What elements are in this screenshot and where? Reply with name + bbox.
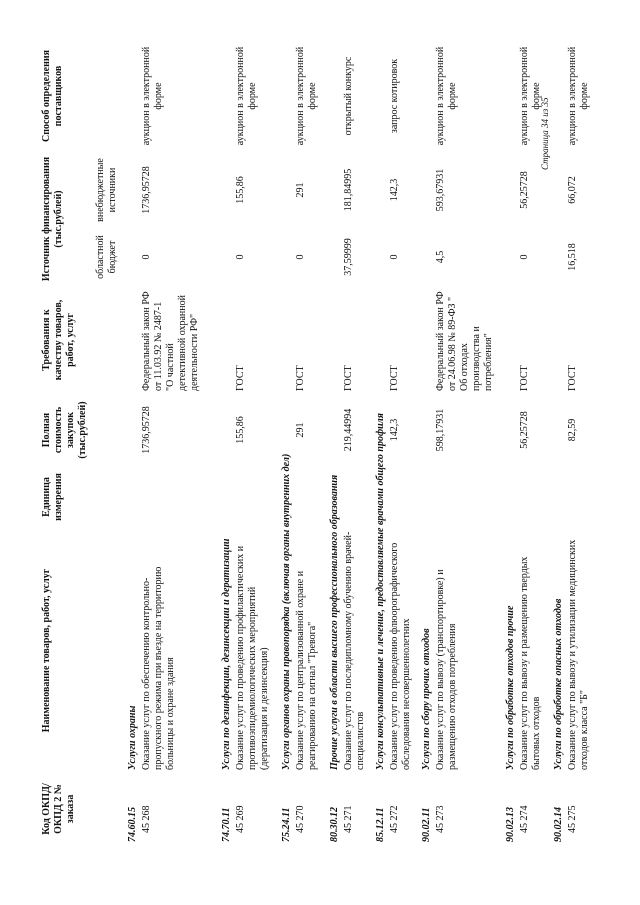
funding-regional: 0 bbox=[141, 254, 152, 260]
header-method: Способ определения поставщиков bbox=[41, 49, 64, 143]
group-code: 80.30.12 bbox=[329, 807, 340, 842]
total-cost: 598,17931 bbox=[435, 408, 446, 452]
header-name: Наименование товаров, работ, услуг bbox=[41, 568, 52, 733]
quality-requirements: ГОСТ bbox=[235, 365, 246, 391]
funding-regional: 16,518 bbox=[567, 243, 578, 271]
funding-regional: 0 bbox=[519, 254, 530, 260]
unit-cell bbox=[342, 466, 368, 528]
service-description: Оказание услуг по вывозу и утилизации медицинских отходов класса "Б" bbox=[567, 539, 590, 770]
group-title: Прочие услуги в области высшего профессионального образования bbox=[329, 474, 340, 770]
group-code: 75.24.11 bbox=[281, 807, 292, 842]
order-number: 45 269 bbox=[235, 805, 246, 833]
procurement-method: открытый конкурс bbox=[343, 56, 354, 136]
order-number: 45 275 bbox=[567, 805, 578, 833]
group-code: 74.60.15 bbox=[127, 807, 138, 842]
row-spacer-cell bbox=[320, 40, 328, 845]
unit-cell bbox=[294, 466, 320, 528]
procurement-method: аукцион в электронной форме bbox=[235, 46, 258, 146]
quality-requirements: ГОСТ bbox=[343, 365, 354, 391]
service-description: Оказание услуг по обеспечению контрольно-пропускного режима при въезде на территорию больницы и охране здания bbox=[141, 566, 176, 770]
table-row bbox=[342, 40, 368, 845]
service-description: Оказание услуг по вывозу (транспортировке) и размещению отходов потребления bbox=[435, 569, 458, 770]
procurement-method: аукцион в электронной форме bbox=[295, 46, 318, 146]
header-total: Полная стоимость закупок (тыс.рублей) bbox=[41, 401, 88, 459]
funding-regional: 0 bbox=[235, 254, 246, 260]
group-title-row bbox=[126, 40, 140, 845]
order-number: 45 271 bbox=[343, 805, 354, 833]
table-row bbox=[566, 40, 592, 845]
order-number: 45 273 bbox=[435, 805, 446, 833]
header-funding: Источник финансирования (тыс.рублей) bbox=[41, 156, 64, 282]
header-code: Код ОКПД/ ОКПД 2 № заказа bbox=[41, 783, 76, 835]
group-title: Услуги по сбору прочих отходов bbox=[421, 628, 432, 770]
total-cost: 219,44994 bbox=[343, 408, 354, 452]
procurement-method: аукцион в электронной форме bbox=[567, 46, 590, 146]
total-cost: 291 bbox=[295, 422, 306, 438]
header-unit: Единица измерения bbox=[41, 473, 64, 521]
procurement-table bbox=[40, 40, 592, 845]
procurement-method: аукцион в электронной форме bbox=[519, 46, 542, 146]
group-title-row bbox=[420, 40, 434, 845]
row-spacer-cell bbox=[202, 40, 220, 845]
table-row bbox=[434, 40, 496, 845]
funding-regional: 37,59999 bbox=[343, 238, 354, 276]
row-spacer-cell bbox=[272, 40, 280, 845]
group-title-row bbox=[552, 40, 566, 845]
total-cost: 82,59 bbox=[567, 418, 578, 442]
group-code: 90.02.11 bbox=[421, 807, 432, 842]
unit-cell bbox=[388, 466, 414, 528]
group-title: Услуги охраны bbox=[127, 705, 138, 770]
header-funding-regional: областной бюджет bbox=[95, 235, 118, 279]
row-spacer-cell bbox=[496, 40, 504, 845]
unit-cell bbox=[434, 466, 496, 528]
order-number: 45 270 bbox=[295, 805, 306, 833]
quality-requirements: ГОСТ bbox=[389, 365, 400, 391]
order-number: 45 274 bbox=[519, 805, 530, 833]
order-number: 45 268 bbox=[141, 805, 152, 833]
funding-offbudget: 142,3 bbox=[389, 178, 400, 202]
funding-regional: 0 bbox=[295, 254, 306, 260]
service-description: Оказание услуг по проведению профилактических и противоэпидемиологических мероприятий (дератизация и дезинсекция) bbox=[235, 545, 270, 770]
unit-cell bbox=[518, 466, 544, 528]
group-title-row bbox=[504, 40, 518, 845]
row-spacer bbox=[202, 40, 220, 845]
total-cost: 56,25728 bbox=[519, 411, 530, 449]
group-title: Услуги по обработке опасных отходов bbox=[553, 598, 564, 770]
group-title-row bbox=[374, 40, 388, 845]
table-row bbox=[294, 40, 320, 845]
quality-requirements: ГОСТ bbox=[295, 365, 306, 391]
group-title-row bbox=[280, 40, 294, 845]
unit-cell bbox=[566, 466, 592, 528]
group-title-row bbox=[328, 40, 342, 845]
table-body bbox=[124, 40, 592, 845]
group-code: 90.02.13 bbox=[505, 807, 516, 842]
service-description: Оказание услуг по проведению флюорографического обследования несовершеннолетних bbox=[389, 542, 412, 770]
funding-offbudget: 1736,95728 bbox=[141, 166, 152, 214]
funding-offbudget: 66,072 bbox=[567, 176, 578, 204]
row-spacer bbox=[272, 40, 280, 845]
funding-regional: 0 bbox=[389, 254, 400, 260]
service-description: Оказание услуг по последипломному обучению врачей-специалистов bbox=[343, 531, 366, 770]
table-row bbox=[388, 40, 414, 845]
group-title: Услуги консультативные и лечение, предоставляемые врачами общего профиля bbox=[375, 413, 386, 770]
row-spacer bbox=[320, 40, 328, 845]
group-code: 74.70.11 bbox=[221, 807, 232, 842]
header-funding-offbudget: внебюджетные источники bbox=[95, 158, 118, 222]
procurement-method: аукцион в электронной форме bbox=[435, 46, 458, 146]
procurement-method: аукцион в электронной форме bbox=[141, 46, 164, 146]
procurement-method: запрос котировок bbox=[389, 58, 400, 134]
group-title: Услуги органов охраны правопорядка (включая органы внутренних дел) bbox=[281, 453, 292, 770]
funding-regional: 4,5 bbox=[435, 250, 446, 264]
unit-cell bbox=[140, 466, 202, 528]
table-header bbox=[40, 40, 124, 845]
funding-offbudget: 291 bbox=[295, 182, 306, 198]
page-number: Страница 34 из 35 bbox=[540, 97, 550, 170]
table-row bbox=[140, 40, 202, 845]
total-cost: 142,3 bbox=[389, 418, 400, 442]
unit-cell bbox=[234, 466, 272, 528]
group-title: Услуги по дезинфекции, дезинсекции и дератизации bbox=[221, 538, 232, 770]
service-description: Оказание услуг по централизованной охране и реагированию на сигнал "Тревога" bbox=[295, 570, 318, 770]
quality-requirements: ГОСТ bbox=[519, 365, 530, 391]
quality-requirements: Федеральный закон РФ от 24.06.98 № 89-ФЗ " Об отходах производства и потребления" bbox=[435, 291, 494, 391]
funding-offbudget: 593,67931 bbox=[435, 168, 446, 212]
service-description: Оказание услуг по вывозу и размещению твердых бытовых отходов bbox=[519, 556, 542, 770]
quality-requirements: Федеральный закон РФ от 11.03.92 № 2487-1 "О частной детективной охранной деятельности РФ" bbox=[141, 291, 200, 391]
quality-requirements: ГОСТ bbox=[567, 365, 578, 391]
total-cost: 1736,95728 bbox=[141, 406, 152, 454]
funding-offbudget: 56,25728 bbox=[519, 171, 530, 209]
group-title: Услуги по обработке отходов прочие bbox=[505, 605, 516, 770]
total-cost: 155,86 bbox=[235, 416, 246, 444]
table-row bbox=[234, 40, 272, 845]
header-requirements: Требования к качеству товаров, работ, услуг bbox=[41, 299, 76, 381]
order-number: 45 272 bbox=[389, 805, 400, 833]
funding-offbudget: 181,84995 bbox=[343, 168, 354, 212]
group-code: 85.12.11 bbox=[375, 807, 386, 842]
group-title-row bbox=[220, 40, 234, 845]
row-spacer bbox=[496, 40, 504, 845]
funding-offbudget: 155,86 bbox=[235, 176, 246, 204]
group-code: 90.02.14 bbox=[553, 807, 564, 842]
